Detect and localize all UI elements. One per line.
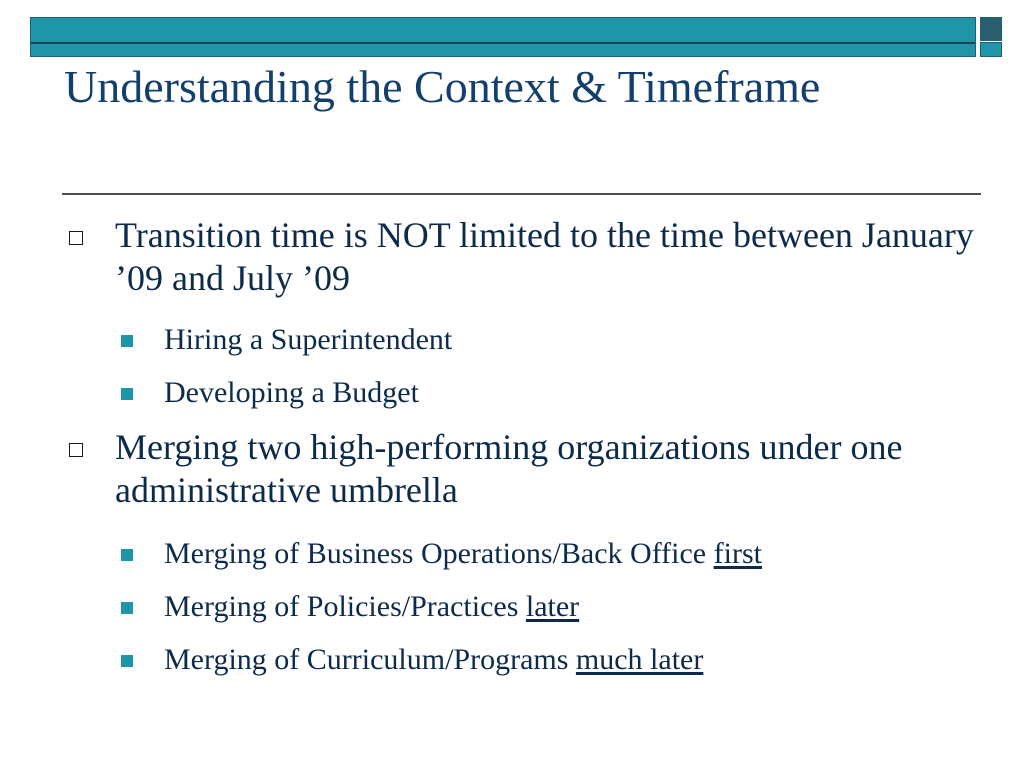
filled-teal-square-icon (121, 388, 133, 400)
filled-teal-square-icon (121, 335, 133, 347)
sub-bullet-policies-text: Merging of Policies/Practices (164, 590, 526, 623)
bullet-merging-organizations: Merging two high-performing organizations under one administrative umbrella (115, 427, 903, 510)
emphasis-much-later: much later (575, 643, 704, 676)
sub-bullet-business-operations-text: Merging of Business Operations/Back Office (164, 537, 714, 570)
sub-bullet-budget: Developing a Budget (164, 376, 419, 409)
filled-teal-square-icon (121, 602, 133, 614)
sub-bullet-curriculum-text: Merging of Curriculum/Programs (164, 643, 576, 676)
bullet-transition-time: Transition time is NOT limited to the time between January ’09 and July ’09 (115, 215, 974, 298)
emphasis-first: first (713, 537, 762, 570)
sub-bullet-business-operations (164, 536, 984, 572)
emphasis-later: later (525, 590, 580, 623)
hollow-square-icon (69, 443, 83, 457)
hollow-square-icon (69, 231, 83, 245)
filled-teal-square-icon (121, 655, 133, 667)
sub-bullet-curriculum (164, 642, 984, 678)
slide-title: Understanding the Context & Timeframe (64, 61, 821, 112)
sub-bullet-hiring: Hiring a Superintendent (164, 323, 453, 356)
sub-bullet-policies (164, 589, 984, 625)
filled-teal-square-icon (121, 549, 133, 561)
